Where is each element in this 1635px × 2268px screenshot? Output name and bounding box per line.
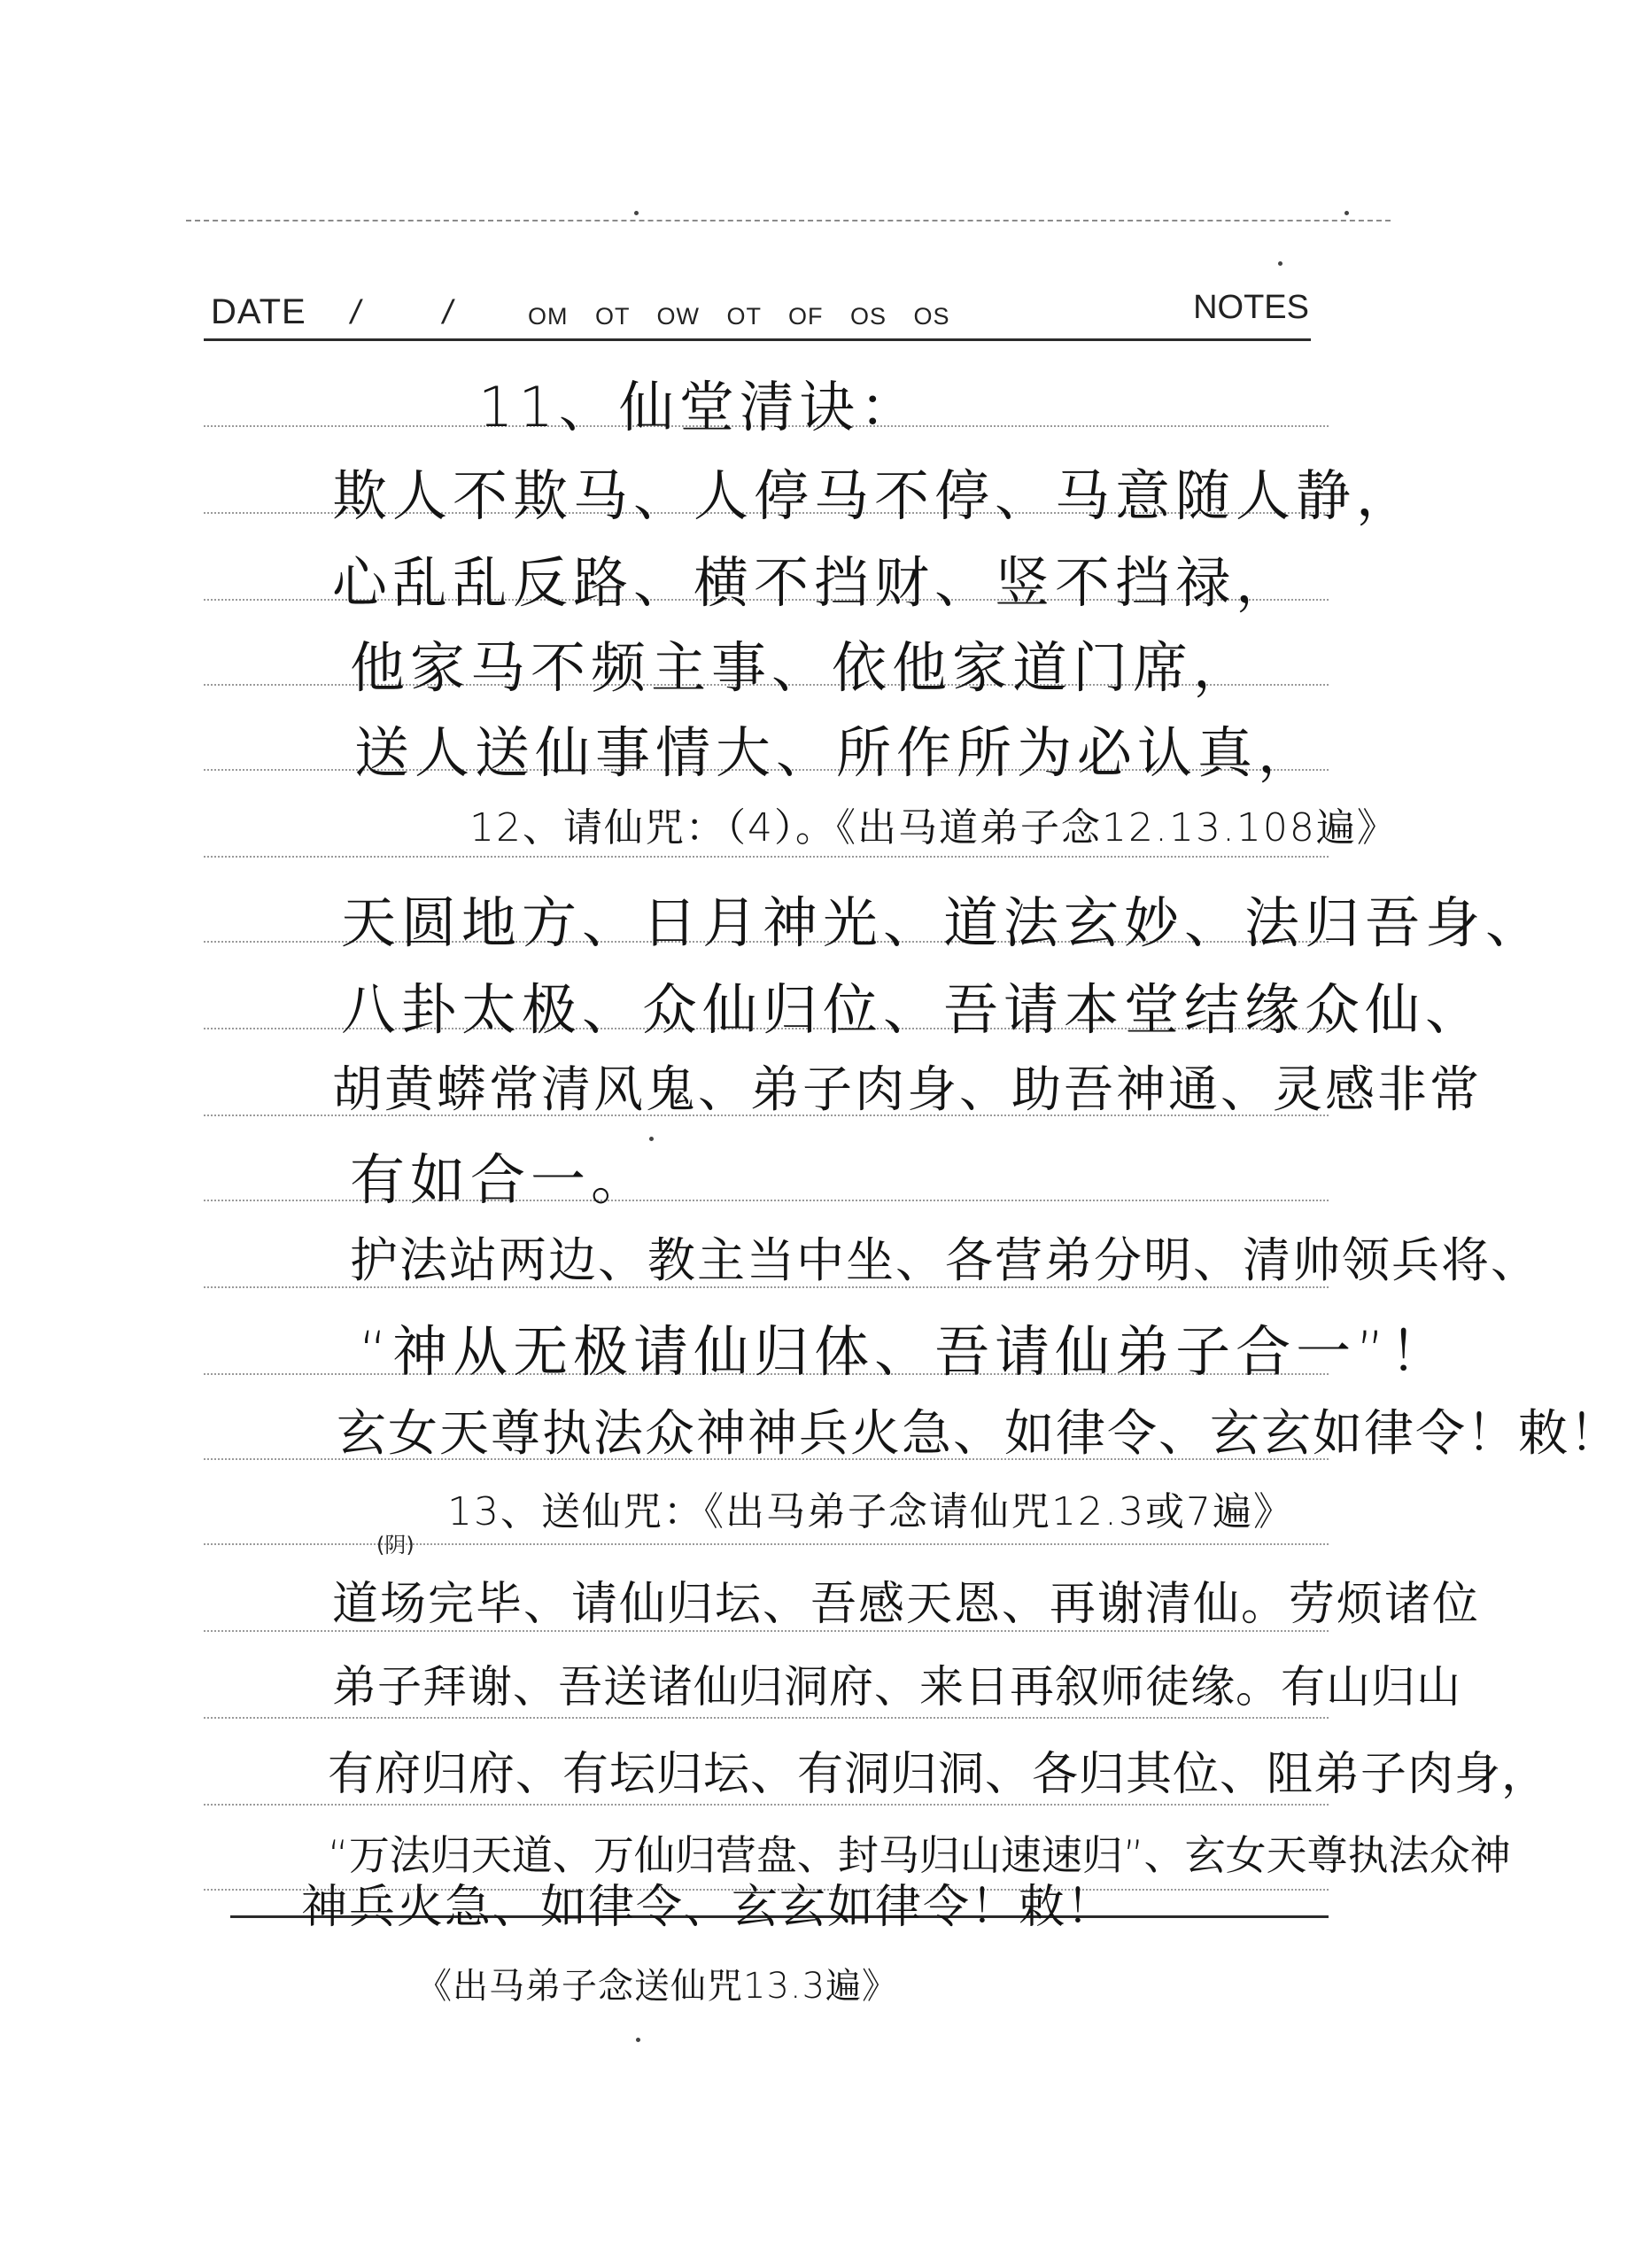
- text-line: 胡黄蟒常清风鬼、弟子肉身、助吾神通、灵感非常: [332, 1061, 1482, 1119]
- scan-speck: [649, 1137, 654, 1141]
- date-slash-1: /: [351, 294, 360, 331]
- text-line: “神从无极请仙归体、吾请仙弟子合一”！: [359, 1319, 1451, 1384]
- ruled-line: [204, 1543, 1329, 1545]
- text-line: 弟子拜谢、吾送诸仙归洞府、来日再叙师徒缘。有山归山: [332, 1661, 1461, 1713]
- text-line: 天圆地方、日月神光、道法玄妙、法归吾身、: [341, 890, 1546, 955]
- weekday-circles: OM OT OW OT OF OS OS: [528, 303, 950, 330]
- text-line: 道场完毕、请仙归坛、吾感天恩、再谢清仙。劳烦诸位: [332, 1578, 1481, 1631]
- text-line: 神兵火急、如律令、玄玄如律令！敕！: [301, 1881, 1115, 1934]
- scan-speck: [634, 211, 639, 215]
- text-line: 护法站两边、教主当中坐、各营弟分明、清帅领兵将、: [350, 1232, 1540, 1288]
- text-line: “万法归天道、万仙归营盘、封马归山速速归”、玄女天尊执法众神: [328, 1831, 1511, 1879]
- scan-speck: [1278, 261, 1282, 266]
- text-line: 玄女天尊执法众神神兵火急、如律令、玄玄如律令！敕！: [337, 1405, 1621, 1463]
- top-edge-rule: [186, 220, 1391, 221]
- notes-label: NOTES: [1193, 289, 1309, 326]
- text-line: 他家马不频主事、依他家道门席，: [350, 635, 1254, 700]
- margin-note: (阴): [376, 1533, 415, 1557]
- text-line: 心乱乱反路、横不挡财、竖不挡禄，: [332, 550, 1297, 615]
- page-header: [211, 289, 1309, 337]
- date-label: DATE: [211, 292, 306, 331]
- section-title-11: 11、仙堂清诀：: [478, 375, 920, 439]
- text-line: 送人送仙事情大、所作所为必认真，: [354, 720, 1319, 785]
- section-title-13: 13、送仙咒：《出马弟子念请仙咒12.3或7遍》: [447, 1489, 1294, 1534]
- text-line: 八卦太极、众仙归位、吾请本堂结缘众仙、: [341, 977, 1486, 1042]
- scan-speck: [636, 2038, 640, 2042]
- closing-note: 《出马弟子念送仙咒13.3遍》: [416, 1966, 899, 2007]
- text-line: 有府归府、有坛归坛、有洞归洞、各归其位、阻弟子肉身，: [328, 1748, 1549, 1801]
- header-underline: [204, 338, 1311, 341]
- scan-speck: [1344, 211, 1349, 215]
- ruled-line: [204, 856, 1329, 858]
- section-title-12: 12、请仙咒：（4）。《出马道弟子念12.13.108遍》: [469, 805, 1398, 850]
- text-line: 欺人不欺马、人停马不停、马意随人静，: [332, 463, 1417, 528]
- date-slash-2: /: [443, 294, 453, 331]
- ruled-line: [204, 1717, 1329, 1719]
- ruled-line: [204, 1804, 1329, 1806]
- text-line: 有如合一。: [350, 1147, 652, 1212]
